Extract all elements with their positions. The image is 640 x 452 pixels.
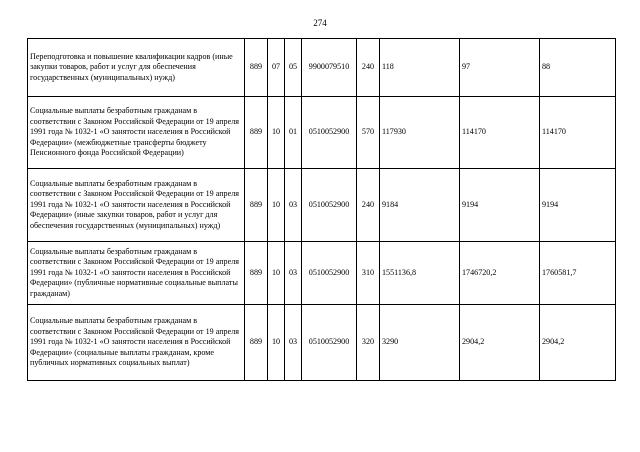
ministry-code: 889 (245, 39, 268, 97)
ministry-code: 889 (245, 97, 268, 169)
target-article-code: 0510052900 (302, 242, 357, 305)
amount-year-3: 1760581,7 (540, 242, 616, 305)
ministry-code: 889 (245, 305, 268, 381)
amount-year-1: 1551136,8 (380, 242, 460, 305)
amount-year-3: 88 (540, 39, 616, 97)
table-row (28, 169, 616, 242)
expense-type-code: 240 (357, 169, 380, 242)
table-row (28, 97, 616, 169)
amount-year-2: 114170 (460, 97, 540, 169)
subsection-code: 03 (285, 305, 302, 381)
row-description: Переподготовка и повышение квалификации кадров (иные закупки товаров, работ и услуг для обеспечения государственных (муниципальных) нужд) (28, 39, 245, 97)
table-row (28, 242, 616, 305)
amount-year-3: 9194 (540, 169, 616, 242)
subsection-code: 03 (285, 169, 302, 242)
amount-year-3: 114170 (540, 97, 616, 169)
expense-type-code: 320 (357, 305, 380, 381)
expense-type-code: 570 (357, 97, 380, 169)
section-code: 10 (268, 242, 285, 305)
target-article-code: 0510052900 (302, 305, 357, 381)
section-code: 07 (268, 39, 285, 97)
section-code: 10 (268, 97, 285, 169)
row-description: Социальные выплаты безработным гражданам в соответствии с Законом Российской Федерации от 19 апреля 1991 года № 1032-1 «О занятости населения в Российской Федерации» (социальные выплаты гражданам, кроме публичных нормативных социальных выплат) (28, 305, 245, 381)
amount-year-2: 2904,2 (460, 305, 540, 381)
table-row (28, 305, 616, 381)
amount-year-1: 117930 (380, 97, 460, 169)
amount-year-1: 9184 (380, 169, 460, 242)
section-code: 10 (268, 169, 285, 242)
target-article-code: 9900079510 (302, 39, 357, 97)
amount-year-2: 97 (460, 39, 540, 97)
page-number: 274 (313, 18, 327, 28)
budget-table (27, 38, 616, 381)
amount-year-1: 3290 (380, 305, 460, 381)
subsection-code: 03 (285, 242, 302, 305)
table-row (28, 39, 616, 97)
amount-year-2: 9194 (460, 169, 540, 242)
target-article-code: 0510052900 (302, 97, 357, 169)
amount-year-1: 118 (380, 39, 460, 97)
target-article-code: 0510052900 (302, 169, 357, 242)
row-description: Социальные выплаты безработным гражданам в соответствии с Законом Российской Федерации от 19 апреля 1991 года № 1032-1 «О занятости населения в Российской Федерации» (иные закупки товаров, работ и услуг для обеспечения государственных (муниципальных) нужд) (28, 169, 245, 242)
expense-type-code: 240 (357, 39, 380, 97)
section-code: 10 (268, 305, 285, 381)
amount-year-2: 1746720,2 (460, 242, 540, 305)
ministry-code: 889 (245, 242, 268, 305)
ministry-code: 889 (245, 169, 268, 242)
amount-year-3: 2904,2 (540, 305, 616, 381)
subsection-code: 05 (285, 39, 302, 97)
row-description: Социальные выплаты безработным гражданам в соответствии с Законом Российской Федерации от 19 апреля 1991 года № 1032-1 «О занятости населения в Российской Федерации» (межбюджетные трансферты бюджету Пенсионного фонда Российской Федерации) (28, 97, 245, 169)
expense-type-code: 310 (357, 242, 380, 305)
subsection-code: 01 (285, 97, 302, 169)
row-description: Социальные выплаты безработным гражданам в соответствии с Законом Российской Федерации от 19 апреля 1991 года № 1032-1 «О занятости населения в Российской Федерации» (публичные нормативные социальные выплаты гражданам) (28, 242, 245, 305)
